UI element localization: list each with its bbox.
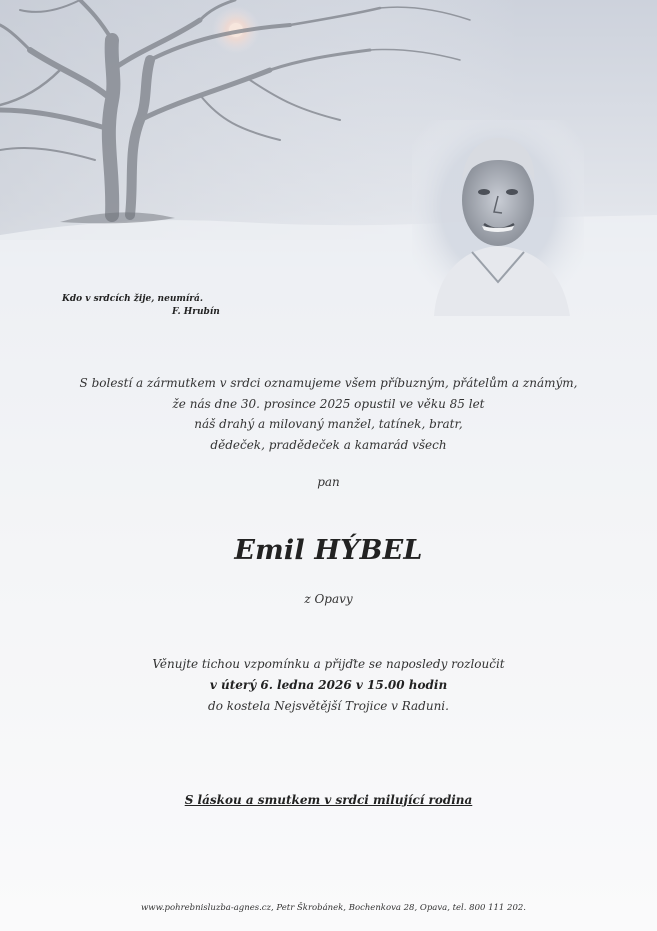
announcement-line: S bolestí a zármutkem v srdci oznamujeme všem příbuzným, přátelům a známým, — [79, 376, 578, 390]
salutation: pan — [317, 475, 340, 489]
quote-text: Kdo v srdcích žije, neumírá. — [62, 294, 204, 304]
deceased-origin: z Opavy — [304, 592, 353, 606]
portrait-photo — [412, 120, 584, 316]
ceremony-details — [0, 654, 657, 717]
closing-text: S láskou a smutkem v srdci milující rodina — [184, 793, 473, 807]
closing-line — [0, 793, 657, 807]
ceremony-place: do kostela Nejsvětější Trojice v Raduni. — [208, 699, 449, 713]
quote-author: F. Hrubín — [172, 307, 220, 317]
announcement-text — [0, 373, 657, 455]
ceremony-datetime: v úterý 6. ledna 2026 v 15.00 hodin — [209, 678, 448, 692]
ceremony-invitation: Věnujte tichou vzpomínku a přijďte se naposledy rozloučit — [152, 657, 505, 671]
epigraph-quote — [62, 293, 220, 319]
announcement-line: dědeček, pradědeček a kamarád všech — [210, 437, 447, 452]
announcement-line: náš drahý a milovaný manžel, tatínek, bratr, — [194, 417, 463, 431]
announcement-line: že nás dne 30. prosince 2025 opustil ve věku 85 let — [172, 396, 485, 411]
deceased-name: Emil HÝBEL — [234, 535, 423, 566]
footer-contact: www.pohrebnisluzba-agnes.cz, Petr Škrobánek, Bochenkova 28, Opava, tel. 800 111 202. — [141, 903, 526, 913]
